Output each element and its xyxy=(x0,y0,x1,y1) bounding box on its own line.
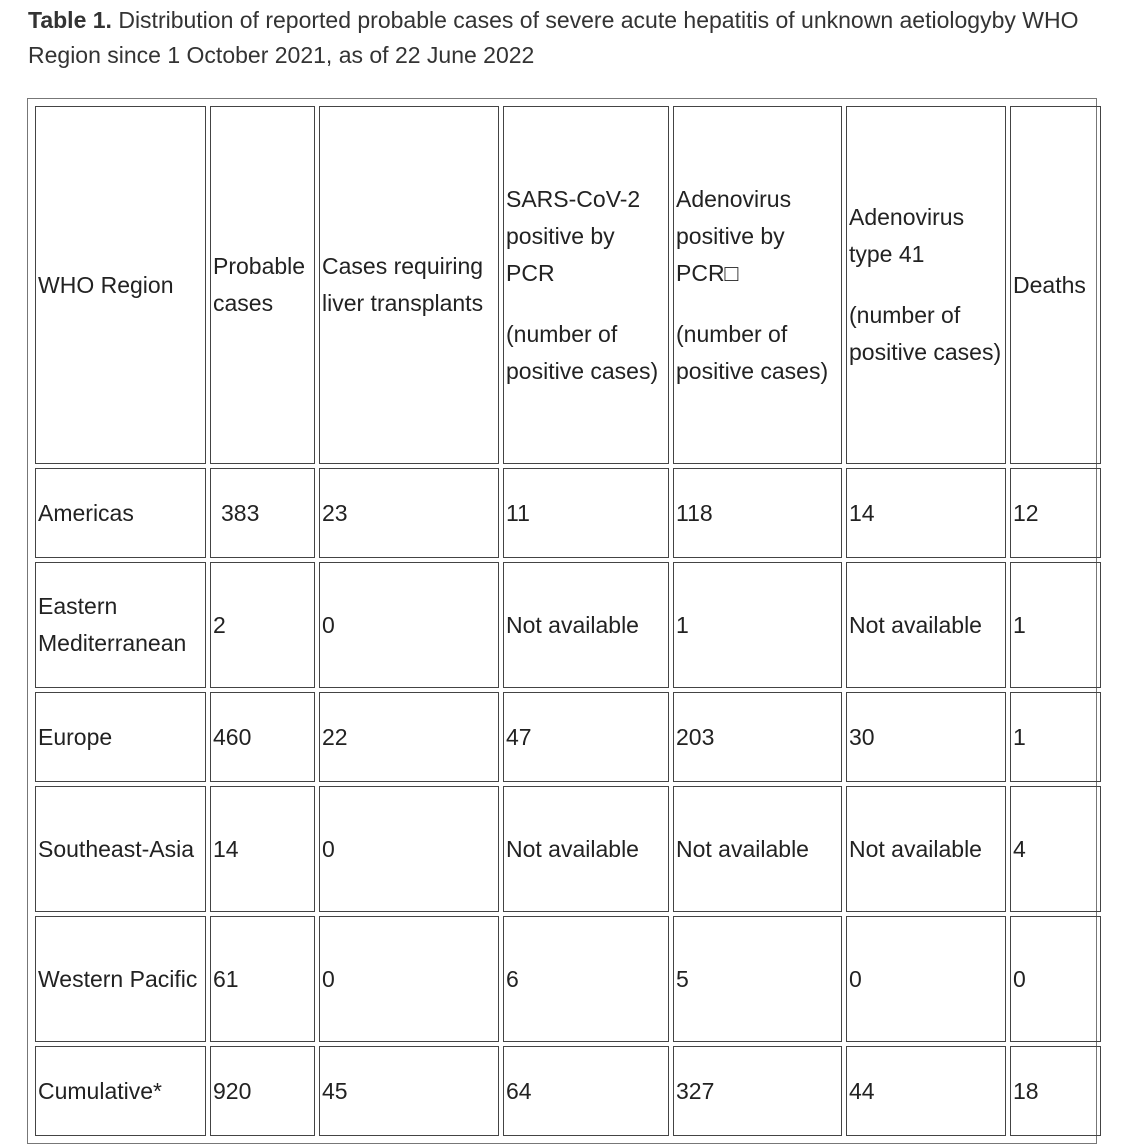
table-row xyxy=(35,692,1101,782)
table-row xyxy=(35,562,1101,688)
cell-probable: 61 xyxy=(210,916,315,1042)
header-adenovirus-41-note: (number of positive cases) xyxy=(849,302,1002,365)
cell-deaths: 4 xyxy=(1010,786,1101,912)
header-adenovirus-41 xyxy=(846,106,1006,464)
hepatitis-cases-table xyxy=(31,102,1105,1140)
cell-region: Western Pacific xyxy=(35,916,206,1042)
cell-adenovirus-41: 14 xyxy=(846,468,1006,558)
cell-probable: 920 xyxy=(210,1046,315,1136)
cell-adenovirus-41: 44 xyxy=(846,1046,1006,1136)
table-header-row xyxy=(35,106,1101,464)
cell-adenovirus: 327 xyxy=(673,1046,842,1136)
table-row xyxy=(35,786,1101,912)
header-who-region: WHO Region xyxy=(35,106,206,464)
cell-sars: 47 xyxy=(503,692,669,782)
header-adenovirus-note: (number of positive cases) xyxy=(676,320,829,384)
cell-adenovirus-41: Not available xyxy=(846,786,1006,912)
cell-adenovirus-41: 0 xyxy=(846,916,1006,1042)
cell-probable: 460 xyxy=(210,692,315,782)
cell-deaths: 18 xyxy=(1010,1046,1101,1136)
header-sars-title: SARS-CoV-2 positive by PCR xyxy=(506,185,641,286)
cell-sars: 11 xyxy=(503,468,669,558)
header-sars-cov-2 xyxy=(503,106,669,464)
cell-sars: Not available xyxy=(503,562,669,688)
cell-adenovirus: 203 xyxy=(673,692,842,782)
cell-deaths: 1 xyxy=(1010,692,1101,782)
data-table-frame xyxy=(27,98,1097,1144)
cell-probable: 2 xyxy=(210,562,315,688)
cell-transplants: 0 xyxy=(319,786,499,912)
table-row xyxy=(35,916,1101,1042)
cell-sars: Not available xyxy=(503,786,669,912)
cell-transplants: 0 xyxy=(319,562,499,688)
header-sars-note: (number of positive cases) xyxy=(506,320,659,384)
cell-region: Americas xyxy=(35,468,206,558)
table-row-cumulative xyxy=(35,1046,1101,1136)
cell-region: Cumulative* xyxy=(35,1046,206,1136)
cell-adenovirus: Not available xyxy=(673,786,842,912)
cell-adenovirus: 1 xyxy=(673,562,842,688)
cell-probable: 383 xyxy=(210,468,315,558)
cell-transplants: 0 xyxy=(319,916,499,1042)
caption-label: Table 1. xyxy=(28,7,112,33)
cell-adenovirus: 118 xyxy=(673,468,842,558)
cell-deaths: 1 xyxy=(1010,562,1101,688)
header-adenovirus-41-title: Adenovirus type 41 xyxy=(849,204,965,267)
cell-region: Europe xyxy=(35,692,206,782)
header-liver-transplants: Cases requiring liver transplants xyxy=(319,106,499,464)
cell-deaths: 0 xyxy=(1010,916,1101,1042)
header-probable-cases: Probable cases xyxy=(210,106,315,464)
cell-probable: 14 xyxy=(210,786,315,912)
cell-deaths: 12 xyxy=(1010,468,1101,558)
cell-transplants: 45 xyxy=(319,1046,499,1136)
cell-adenovirus-41: 30 xyxy=(846,692,1006,782)
cell-transplants: 23 xyxy=(319,468,499,558)
cell-region: Southeast-Asia xyxy=(35,786,206,912)
cell-region: Eastern Mediterranean xyxy=(35,562,206,688)
cell-adenovirus: 5 xyxy=(673,916,842,1042)
header-adenovirus xyxy=(673,106,842,464)
cell-sars: 64 xyxy=(503,1046,669,1136)
cell-sars: 6 xyxy=(503,916,669,1042)
header-adenovirus-title: Adenovirus positive by PCR□ xyxy=(676,185,792,286)
table-row xyxy=(35,468,1101,558)
header-deaths: Deaths xyxy=(1010,106,1101,464)
table-caption xyxy=(28,3,1108,73)
cell-adenovirus-41: Not available xyxy=(846,562,1006,688)
cell-transplants: 22 xyxy=(319,692,499,782)
caption-text: Distribution of reported probable cases of severe acute hepatitis of unknown aetiologyby WHO Region since 1 October 2021, as of 22 June 2022 xyxy=(28,7,1079,68)
